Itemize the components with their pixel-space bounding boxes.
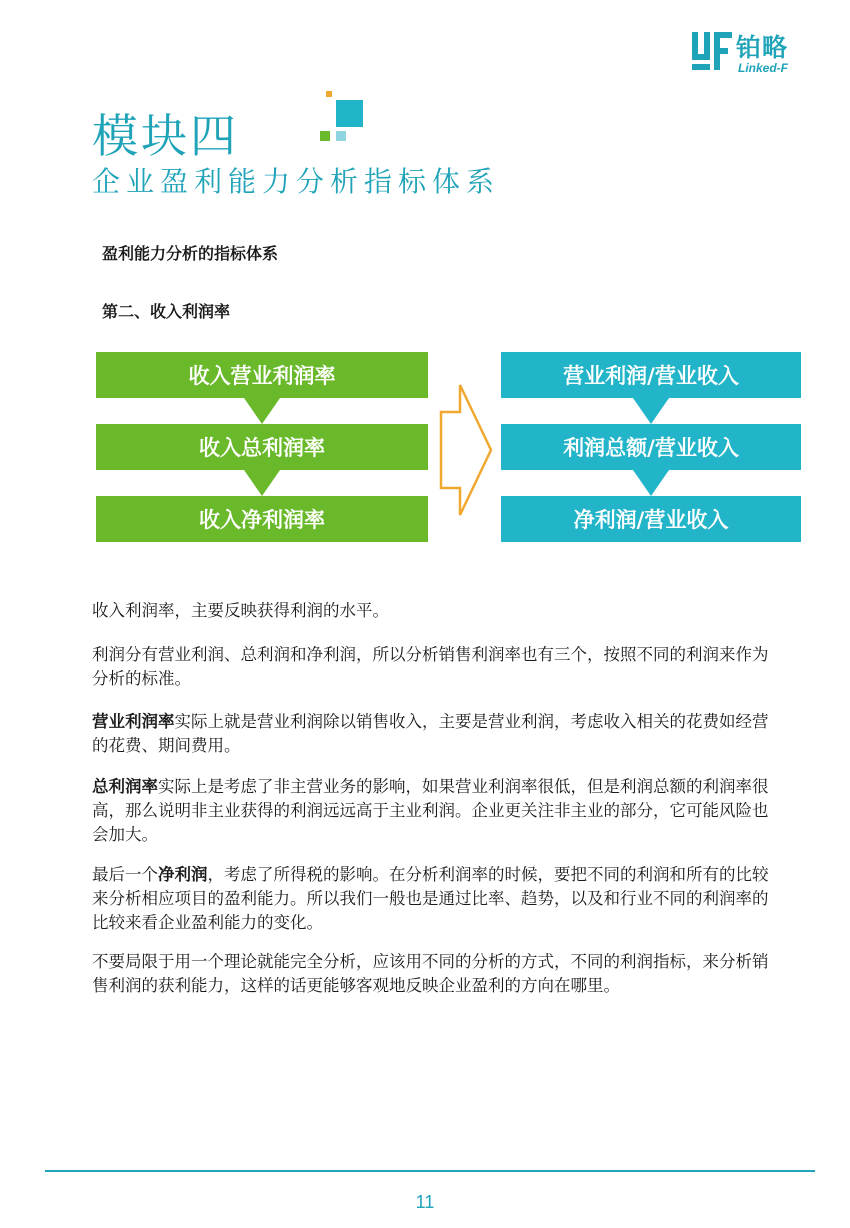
right-box-1: 营业利润/营业收入 (501, 352, 801, 398)
logo-chinese-text: 铂略 (736, 33, 789, 62)
paragraph-5-text: ，考虑了所得税的影响。在分析利润率的时候，要把不同的利润和所有的比较来分析相应项目的盈利能力。所以我们一般也是通过比率、趋势，以及和行业不同的利润率的比较来看企业盈利能力的变化。 (92, 865, 769, 932)
page-number: 11 (415, 1192, 435, 1212)
company-logo (690, 28, 810, 78)
right-box-2: 利润总额/营业收入 (501, 424, 801, 470)
paragraph-1: 收入利润率，主要反映获得利润的水平。 (92, 601, 389, 620)
down-arrow-icon (633, 398, 669, 424)
right-box-3: 净利润/营业收入 (501, 496, 801, 542)
paragraph-5 (92, 863, 782, 935)
logo-english-text: Linked-F (738, 61, 788, 75)
down-arrow-icon (633, 470, 669, 496)
paragraph-5-lead: 最后一个 (92, 865, 158, 884)
left-box-3: 收入净利润率 (96, 496, 428, 542)
paragraph-2: 利润分有营业利润、总利润和净利润，所以分析销售利润率也有三个，按照不同的利润来作为分析的标准。 (92, 645, 769, 688)
paragraph-4 (92, 775, 782, 847)
term-operating-margin: 营业利润率 (92, 712, 175, 731)
section-heading: 盈利能力分析的指标体系 (102, 244, 279, 263)
logo-mark-icon (690, 30, 734, 74)
paragraph-3-text: 实际上就是营业利润除以销售收入，主要是营业利润，考虑收入相关的花费如经营的花费、期间费用。 (92, 712, 769, 755)
term-total-margin: 总利润率 (92, 777, 158, 796)
left-box-2: 收入总利润率 (96, 424, 428, 470)
down-arrow-icon (244, 470, 280, 496)
paragraph-4-text: 实际上是考虑了非主营业务的影响，如果营业利润率很低，但是利润总额的利润率很高，那么说明非主业获得的利润远远高于主业利润。企业更关注非主业的部分，它可能风险也会加大。 (92, 777, 769, 844)
down-arrow-icon (244, 398, 280, 424)
term-net-profit: 净利润 (158, 865, 208, 884)
paragraph-6: 不要局限于用一个理论就能完全分析，应该用不同的分析的方式，不同的利润指标，来分析销售利润的获利能力，这样的话更能够客观地反映企业盈利的方向在哪里。 (92, 952, 769, 995)
module-title: 模块四 (92, 109, 239, 163)
right-arrow-icon (438, 382, 494, 518)
paragraph-3 (92, 710, 782, 758)
subsection-heading: 第二、收入利润率 (102, 302, 231, 321)
module-subtitle: 企业盈利能力分析指标体系 (92, 165, 501, 198)
left-box-1: 收入营业利润率 (96, 352, 428, 398)
footer-divider (45, 1170, 815, 1172)
